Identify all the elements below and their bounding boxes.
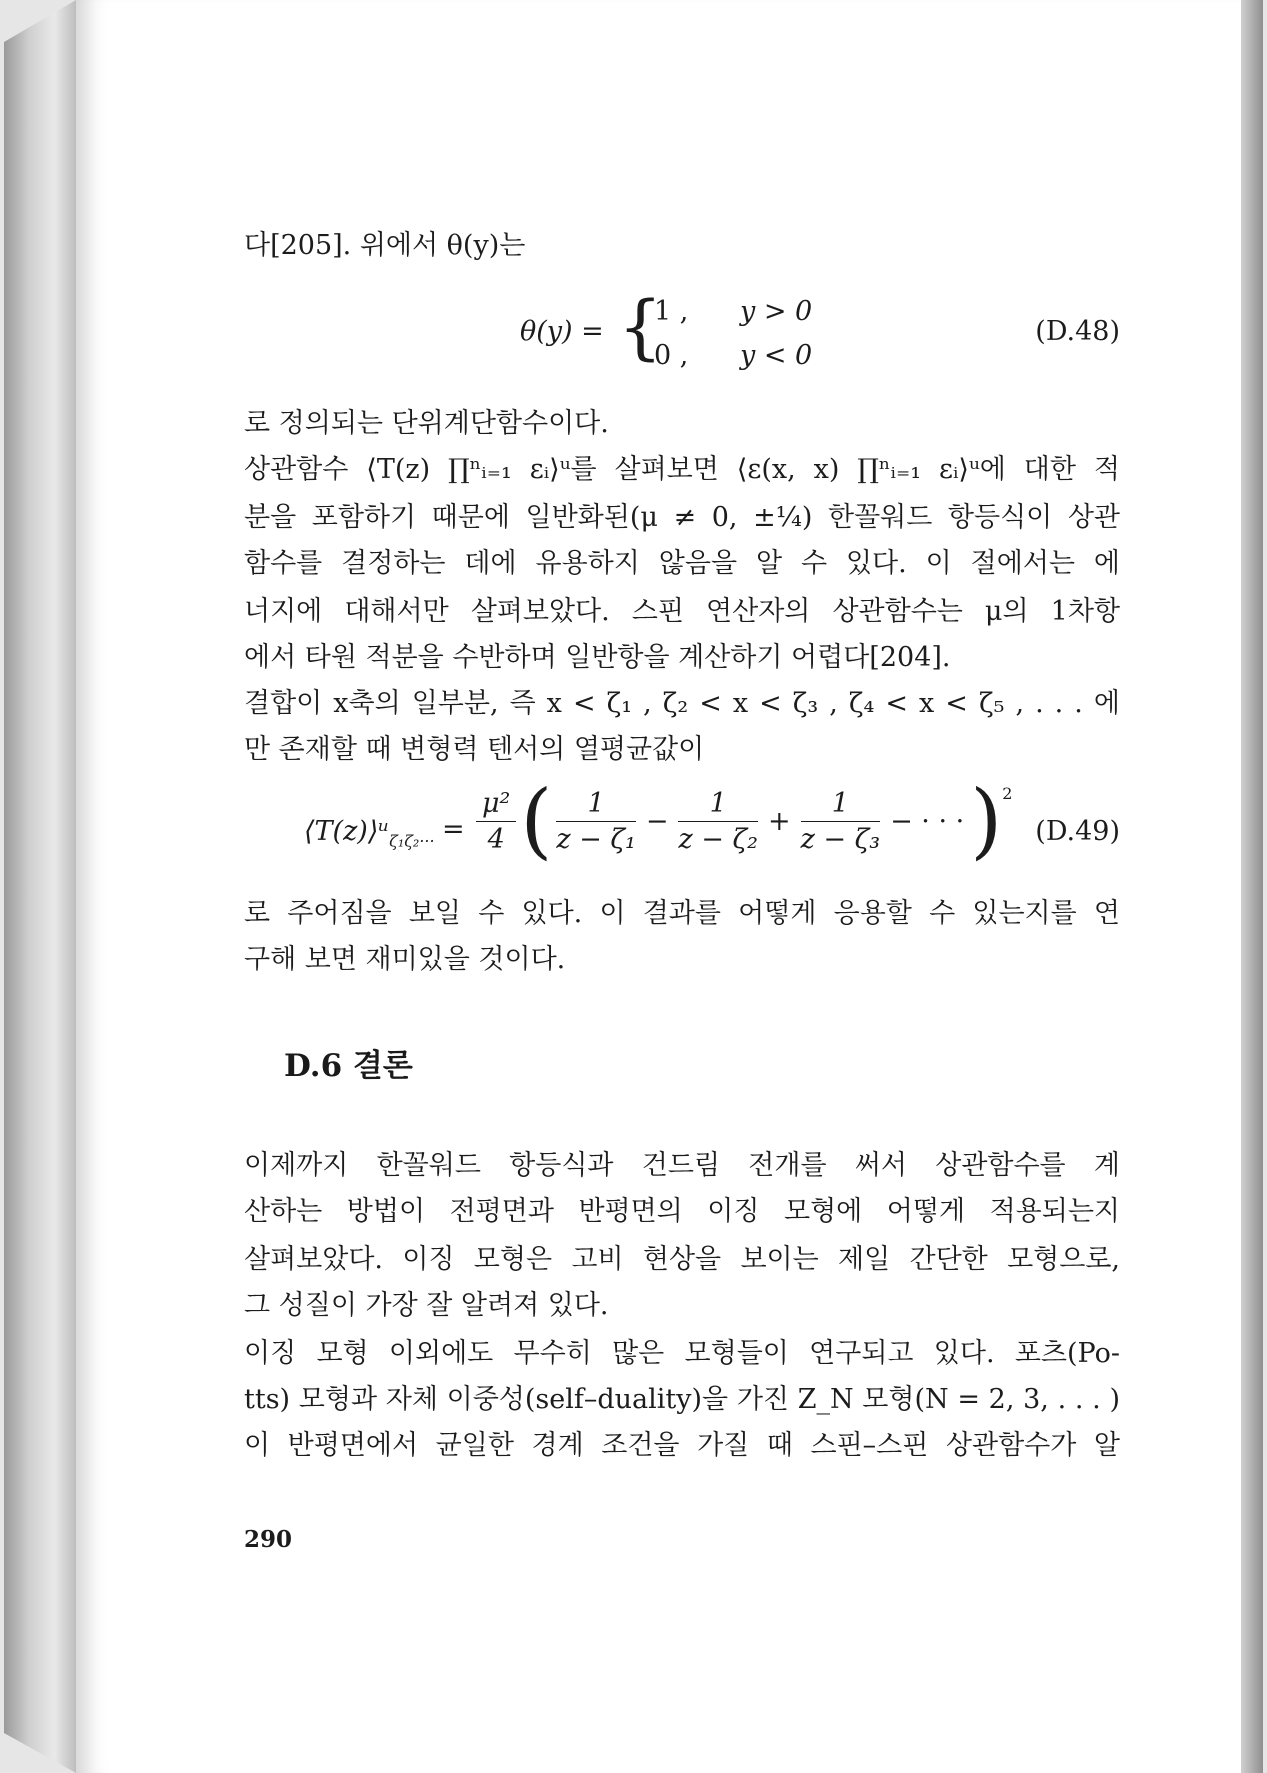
text-line: tts) 모형과 자체 이중성(self–duality)을 가진 Z_N 모형(N = 2, 3, . . . )	[244, 1384, 1120, 1415]
paren-close: )	[970, 773, 1003, 869]
equation-lhs: θ(y) =	[520, 316, 604, 347]
operator: +	[767, 806, 791, 837]
fraction-numerator: 1	[801, 788, 880, 822]
text-line: 분을 포함하기 때문에 일반화된(μ ≠ 0, ±¼) 한꼴워드 항등식이 상관	[244, 502, 1120, 533]
text-line: 그 성질이 가장 잘 알려져 있다.	[244, 1290, 609, 1321]
fraction-numerator: μ²	[476, 788, 516, 822]
fraction-denominator: 4	[487, 824, 505, 855]
equation-lhs-sub: ζ₁ζ₂···	[389, 831, 435, 851]
equation-rhs	[472, 773, 1013, 869]
text-line: 산하는 방법이 전평면과 반평면의 이징 모형에 어떻게 적용되는지	[244, 1196, 1120, 1227]
text-line: 상관함수 ⟨T(z) ∏ⁿᵢ₌₁ εᵢ⟩ᵘ를 살펴보면 ⟨ε(x, x) ∏ⁿᵢ₌₁ εᵢ⟩ᵘ에 대한 적	[244, 454, 1120, 485]
operator: − · · ·	[890, 806, 965, 837]
operator: −	[645, 806, 669, 837]
text-line: 이징 모형 이외에도 무수히 많은 모형들이 연구되고 있다. 포츠(Po-	[244, 1338, 1120, 1369]
case-condition: y < 0	[740, 340, 813, 371]
text-line: 로 정의되는 단위계단함수이다.	[244, 408, 609, 439]
section-heading: D.6 결론	[284, 1048, 413, 1084]
fraction	[556, 788, 635, 855]
equation-d49	[244, 773, 1120, 888]
equation-number: (D.49)	[1035, 816, 1120, 847]
page-number: 290	[244, 1526, 293, 1553]
fraction	[476, 788, 516, 855]
fraction-numerator: 1	[556, 788, 635, 822]
page-edge	[1241, 0, 1263, 1773]
fraction-denominator: z − ζ₁	[556, 824, 636, 855]
text-line: 이제까지 한꼴워드 항등식과 건드림 전개를 써서 상관함수를 계	[244, 1150, 1120, 1181]
fraction	[678, 788, 757, 855]
paren-open: (	[520, 773, 553, 869]
text-line: 에서 타원 적분을 수반하며 일반항을 계산하기 어렵다[204].	[244, 642, 951, 673]
book-spine	[4, 0, 76, 1773]
case-value: 1 ,	[654, 296, 689, 327]
exponent: 2	[1002, 784, 1013, 803]
text-line: 너지에 대해서만 살펴보았다. 스핀 연산자의 상관함수는 μ의 1차항	[244, 596, 1120, 627]
text-line: 만 존재할 때 변형력 텐서의 열평균값이	[244, 734, 705, 765]
text-line: 로 주어짐을 보일 수 있다. 이 결과를 어떻게 응용할 수 있는지를 연	[244, 898, 1120, 929]
equation-d48	[244, 286, 1120, 376]
fraction-denominator: z − ζ₃	[800, 824, 881, 855]
equation-lhs-main: ⟨T(z)⟩ᵘ	[304, 816, 390, 847]
equation-number: (D.48)	[1035, 316, 1120, 347]
text-line: 구해 보면 재미있을 것이다.	[244, 944, 566, 975]
case-condition: y > 0	[740, 296, 813, 327]
fraction-denominator: z − ζ₂	[678, 824, 758, 855]
equals-sign: =	[442, 814, 465, 845]
text-line: 살펴보았다. 이징 모형은 고비 현상을 보이는 제일 간단한 모형으로,	[244, 1244, 1120, 1275]
fraction-numerator: 1	[678, 788, 757, 822]
text-line: 다[205]. 위에서 θ(y)는	[244, 230, 526, 261]
case-value: 0 ,	[654, 340, 689, 371]
fraction	[801, 788, 880, 855]
text-line: 이 반평면에서 균일한 경계 조건을 가질 때 스핀–스핀 상관함수가 알	[244, 1430, 1120, 1461]
text-line: 함수를 결정하는 데에 유용하지 않음을 알 수 있다. 이 절에서는 에	[244, 548, 1120, 579]
text-line: 결합이 x축의 일부분, 즉 x < ζ₁ , ζ₂ < x < ζ₃ , ζ₄ < x < ζ₅ , . . . 에	[244, 688, 1120, 719]
brace-symbol: {	[618, 286, 663, 368]
equation-lhs	[304, 816, 435, 850]
